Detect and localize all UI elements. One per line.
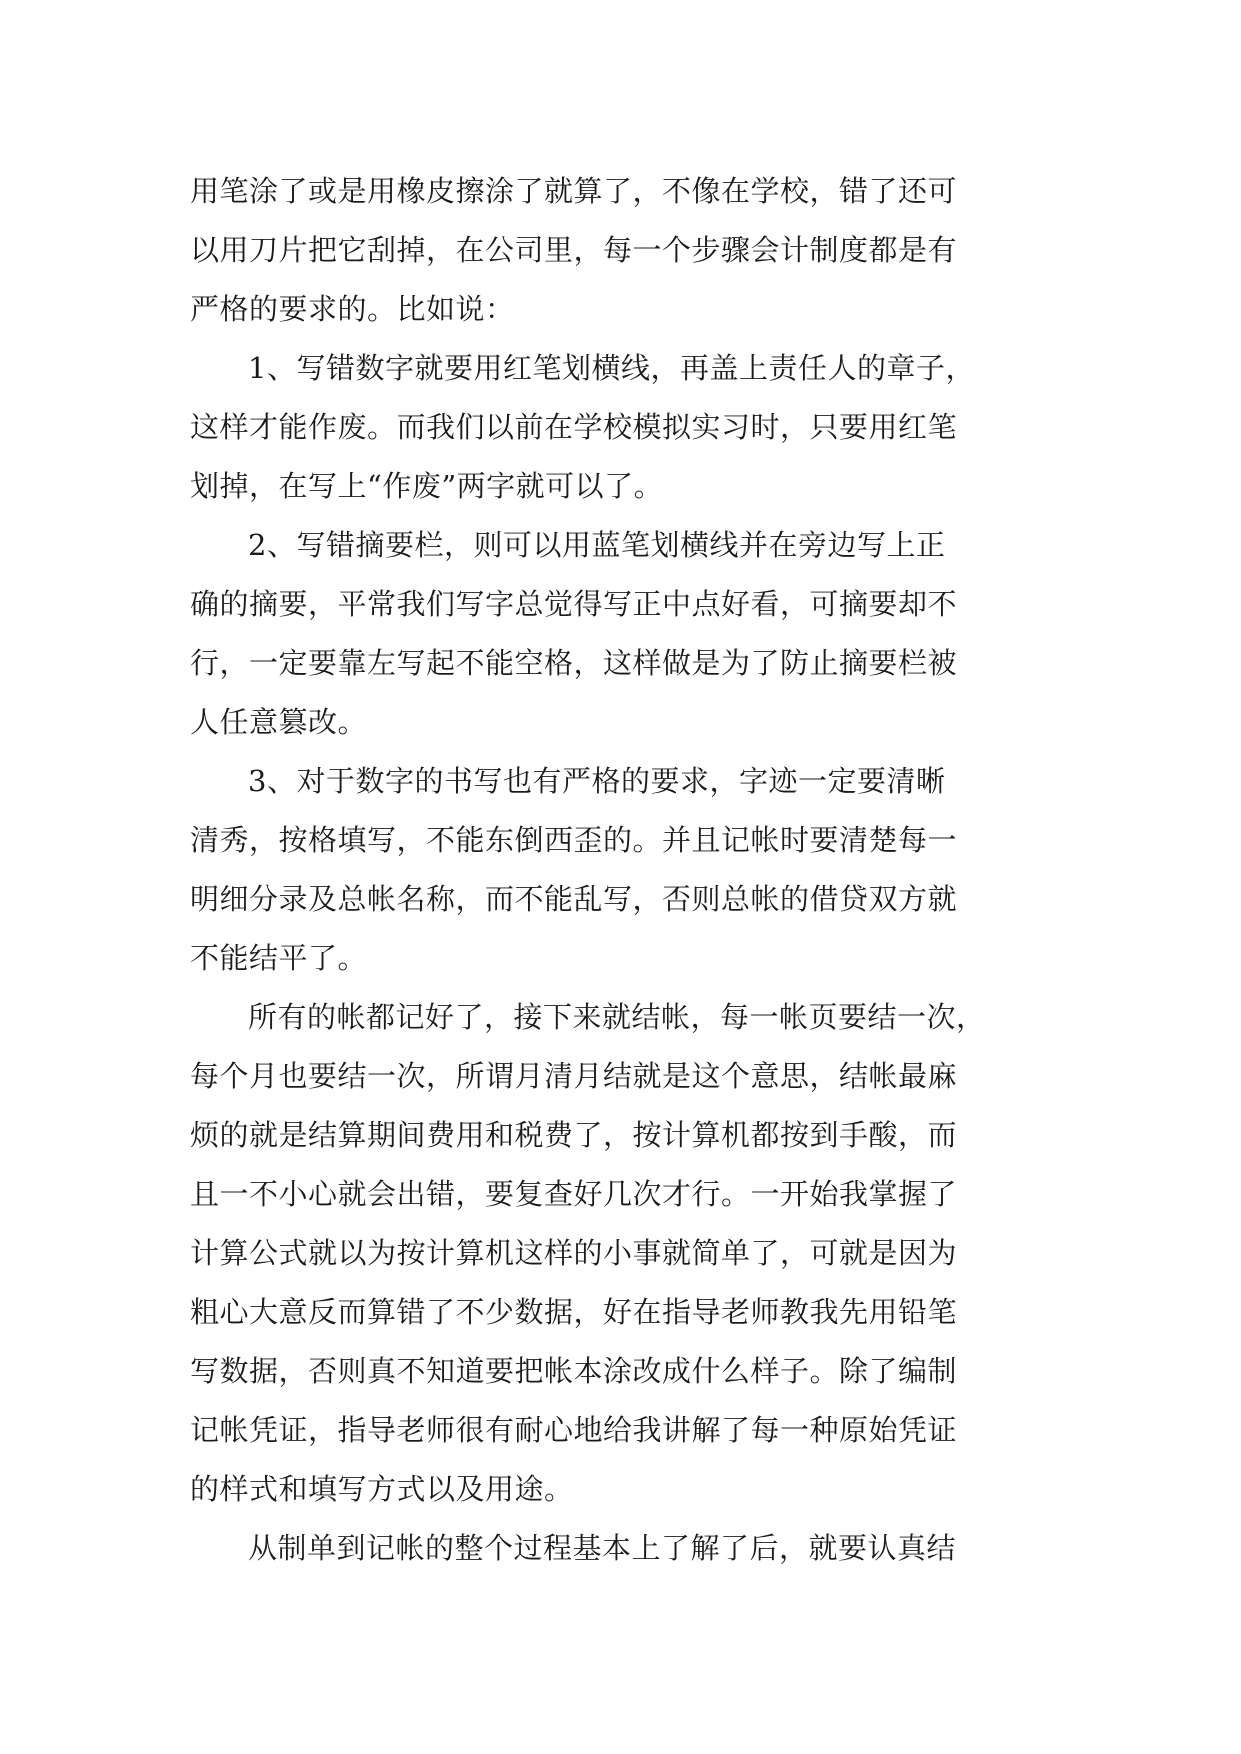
document-body [190, 162, 1050, 1578]
text-line: 清秀，按格填写，不能东倒西歪的。并且记帐时要清楚每一 [190, 823, 958, 857]
text-line: 记帐凭证，指导老师很有耐心地给我讲解了每一种原始凭证 [190, 1413, 958, 1447]
text-line: 且一不小心就会出错，要复查好几次才行。一开始我掌握了 [190, 1177, 958, 1211]
text-line: 严格的要求的。比如说： [190, 292, 515, 326]
text-line: 烦的就是结算期间费用和税费了，按计算机都按到手酸，而 [190, 1118, 958, 1152]
text-line: 这样才能作废。而我们以前在学校模拟实习时，只要用红笔 [190, 410, 958, 444]
text-line: 确的摘要，平常我们写字总觉得写正中点好看，可摘要却不 [190, 587, 958, 621]
text-line: 人任意篡改。 [190, 705, 368, 739]
text-line: 划掉，在写上“作废”两字就可以了。 [190, 469, 664, 503]
text-line: 从制单到记帐的整个过程基本上了解了后，就要认真结 [248, 1531, 957, 1565]
text-line: 粗心大意反而算错了不少数据，好在指导老师教我先用铅笔 [190, 1295, 958, 1329]
text-line: 每个月也要结一次，所谓月清月结就是这个意思，结帐最麻 [190, 1059, 958, 1093]
text-line: 行，一定要靠左写起不能空格，这样做是为了防止摘要栏被 [190, 646, 958, 680]
text-line: 明细分录及总帐名称，而不能乱写，否则总帐的借贷双方就 [190, 882, 958, 916]
text-line: 所有的帐都记好了，接下来就结帐，每一帐页要结一次， [248, 1000, 986, 1034]
text-line: 2、写错摘要栏，则可以用蓝笔划横线并在旁边写上正 [248, 528, 946, 562]
text-line: 写数据，否则真不知道要把帐本涂改成什么样子。除了编制 [190, 1354, 958, 1388]
text-line: 以用刀片把它刮掉，在公司里，每一个步骤会计制度都是有 [190, 233, 958, 267]
text-line: 1、写错数字就要用红笔划横线，再盖上责任人的章子， [248, 351, 975, 385]
text-line: 用笔涂了或是用橡皮擦涂了就算了，不像在学校，错了还可 [190, 174, 958, 208]
text-line: 3、对于数字的书写也有严格的要求，字迹一定要清晰 [248, 764, 946, 798]
text-line: 不能结平了。 [190, 941, 368, 975]
text-line: 计算公式就以为按计算机这样的小事就简单了，可就是因为 [190, 1236, 958, 1270]
text-line: 的样式和填写方式以及用途。 [190, 1472, 574, 1506]
